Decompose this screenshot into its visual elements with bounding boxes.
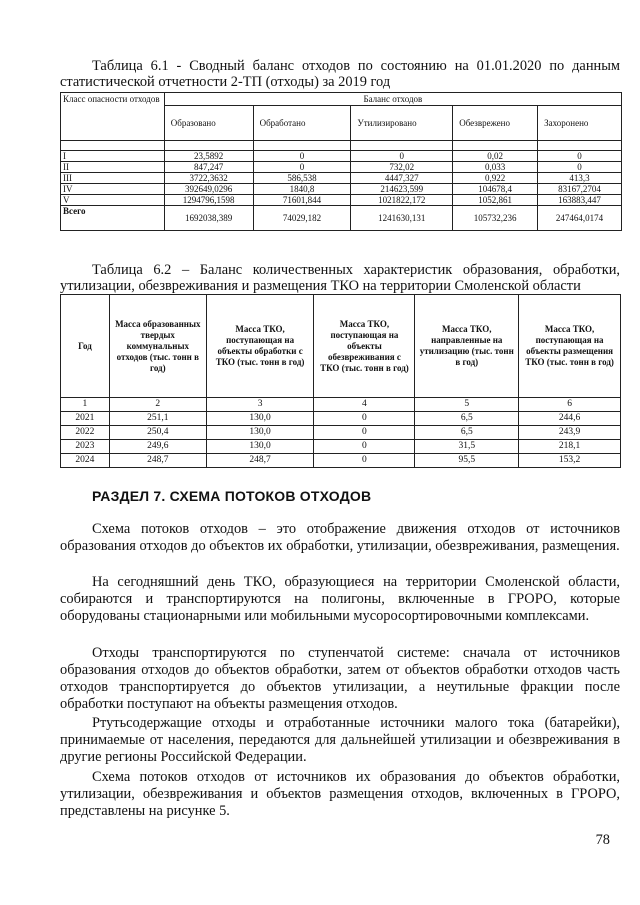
paragraph: Схема потоков отходов – это отображение движения отходов от источников образования отходов до объектов их обработки, утилизации, обезвреживания, размещения. [60,521,620,554]
table-row [61,426,621,440]
table-cell: 247464,0174 [538,206,622,231]
column-header: Масса ТКО, направленные на утилизацию (тыс. тонн в год) [415,295,519,398]
table-cell: 23,5892 [164,151,253,162]
table-row [61,454,621,468]
class-cell: II [61,162,165,173]
table-cell: 0 [253,151,351,162]
table-cell: 4447,327 [351,173,453,184]
table-cell: 248,7 [206,454,314,468]
column-number-row [61,398,621,412]
table-cell: 0 [253,162,351,173]
table-cell: 0,922 [453,173,538,184]
table-cell: 0,033 [453,162,538,173]
column-number: 1 [61,398,110,412]
page-number: 78 [595,832,610,848]
table-cell: 847,247 [164,162,253,173]
column-number: 5 [415,398,519,412]
table-cell: 130,0 [206,412,314,426]
year-cell: 2023 [61,440,110,454]
paragraph: Отходы транспортируются по ступенчатой системе: сначала от источников образования отходов до объектов обработки, затем от объектов обработки отходов часть отходов транспортируется до объектов утилизации, а неутильные фракции после обработки поступают на объекты размещения отходов. [60,645,620,712]
column-header: Масса ТКО, поступающая на объекты обработки с ТКО (тыс. тонн в год) [206,295,314,398]
waste-balance-table [60,92,622,231]
table-cell: 105732,236 [453,206,538,231]
class-header: Класс опасности отходов [61,93,165,141]
table-cell: 1692038,389 [164,206,253,231]
table-cell: 392649,0296 [164,184,253,195]
table-cell: 0 [351,151,453,162]
paragraph: Ртутьсодержащие отходы и отработанные источники малого тока (батарейки), принимаемые от населения, передаются для дальнейшей утилизации и обезвреживания в другие регионы Российской Федерации. [60,715,620,765]
total-label: Всего [61,206,165,231]
table-cell: 104678,4 [453,184,538,195]
table-cell: 6,5 [415,412,519,426]
table-cell: 218,1 [519,440,621,454]
year-cell: 2024 [61,454,110,468]
table-cell: 244,6 [519,412,621,426]
table-cell: 163883,447 [538,195,622,206]
column-header: Масса образованных твердых коммунальных отходов (тыс. тонн в год) [109,295,206,398]
table-cell: 214623,599 [351,184,453,195]
spacer-row [61,141,622,151]
class-cell: III [61,173,165,184]
column-header: Масса ТКО, поступающая на объекты обезвреживания с ТКО (тыс. тонн в год) [314,295,415,398]
column-header: Образовано [164,106,253,141]
column-number: 3 [206,398,314,412]
table-cell: 732,02 [351,162,453,173]
table1-caption: Таблица 6.1 - Сводный баланс отходов по состоянию на 01.01.2020 по данным статистической отчетности 2-ТП (отходы) за 2019 год [60,58,620,90]
year-cell: 2021 [61,412,110,426]
table-cell: 0,02 [453,151,538,162]
table-cell: 130,0 [206,440,314,454]
table-row [61,412,621,426]
table-cell: 1840,8 [253,184,351,195]
class-cell: V [61,195,165,206]
table-cell: 1052,861 [453,195,538,206]
column-number: 4 [314,398,415,412]
table-cell: 71601,844 [253,195,351,206]
balance-group-header: Баланс отходов [164,93,621,106]
table-cell: 31,5 [415,440,519,454]
table-row [61,162,622,173]
table-row [61,173,622,184]
section-heading: РАЗДЕЛ 7. СХЕМА ПОТОКОВ ОТХОДОВ [92,488,372,504]
table-cell: 248,7 [109,454,206,468]
table-cell: 0 [314,412,415,426]
class-cell: IV [61,184,165,195]
table-cell: 586,538 [253,173,351,184]
table-cell: 251,1 [109,412,206,426]
table-cell: 250,4 [109,426,206,440]
table-cell: 0 [314,440,415,454]
table-row [61,184,622,195]
year-cell: 2022 [61,426,110,440]
table-cell: 6,5 [415,426,519,440]
column-number: 2 [109,398,206,412]
table-cell: 153,2 [519,454,621,468]
column-number: 6 [519,398,621,412]
table-cell: 1294796,1598 [164,195,253,206]
table-cell: 83167,2704 [538,184,622,195]
paragraph: Схема потоков отходов от источников их образования до объектов обработки, утилизации, обезвреживания и объектов размещения отходов, включенных в ГРОРО, представлены на рисунке 5. [60,769,620,819]
table2-caption: Таблица 6.2 – Баланс количественных характеристик образования, обработки, утилизации, обезвреживания и размещения ТКО на территории Смоленской области [60,262,620,294]
paragraph: На сегодняшний день ТКО, образующиеся на территории Смоленской области, собираются и транспортируются на полигоны, включенные в ГРОРО, которые оборудованы стационарными или мобильными мусоросортировочными комплексами. [60,574,620,624]
tko-balance-table [60,294,621,468]
table-cell: 0 [538,162,622,173]
total-row [61,206,622,231]
table-row [61,440,621,454]
table-row [61,151,622,162]
table-cell: 413,3 [538,173,622,184]
class-cell: I [61,151,165,162]
column-header: Масса ТКО, поступающая на объекты размещения ТКО (тыс. тонн в год) [519,295,621,398]
column-header: Обезврежено [453,106,538,141]
table-cell: 243,9 [519,426,621,440]
column-header: Утилизировано [351,106,453,141]
table-cell: 0 [314,426,415,440]
column-header: Захоронено [538,106,622,141]
column-header: Год [61,295,110,398]
table-cell: 0 [538,151,622,162]
table-cell: 1021822,172 [351,195,453,206]
table-cell: 95,5 [415,454,519,468]
table-cell: 3722,3632 [164,173,253,184]
table-cell: 130,0 [206,426,314,440]
table-cell: 1241630,131 [351,206,453,231]
table-row [61,195,622,206]
table-cell: 74029,182 [253,206,351,231]
table-cell: 249,6 [109,440,206,454]
column-header: Обработано [253,106,351,141]
table-cell: 0 [314,454,415,468]
